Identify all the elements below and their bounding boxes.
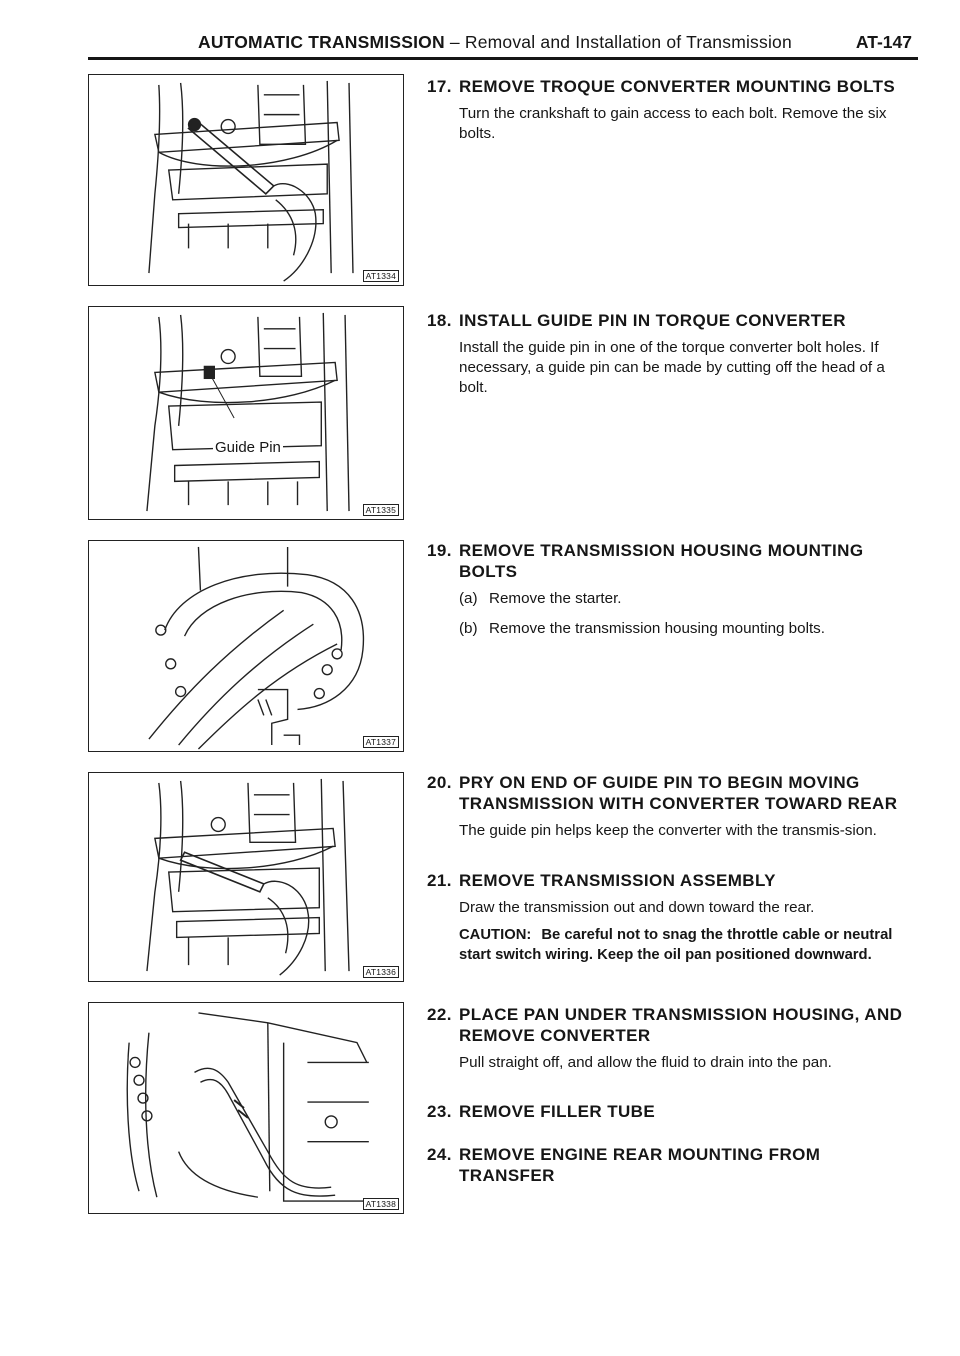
step-number: 19. [427, 541, 452, 560]
caution-label: CAUTION: [459, 927, 532, 943]
figure-id: AT1336 [363, 966, 399, 978]
caution-text: Be careful not to snag the throttle cable or neutral start switch wiring. Keep the oil pan positioned downward. [459, 927, 893, 963]
substep-label: (b) [459, 620, 478, 637]
illustration-housing-bolts [89, 541, 403, 751]
figure-guide-pin [88, 306, 404, 520]
title-bold: AUTOMATIC TRANSMISSION [198, 32, 445, 52]
illustration-pry-guide-pin [89, 773, 403, 981]
figure-pry-guide-pin [88, 772, 404, 982]
step-20 [427, 772, 917, 848]
step-title: REMOVE TRANSMISSION HOUSING MOUNTING BOLTS [459, 541, 864, 581]
step-23 [427, 1101, 917, 1122]
illustration-filler-tube [89, 1003, 403, 1213]
step-title: PLACE PAN UNDER TRANSMISSION HOUSING, AND REMOVE CONVERTER [459, 1005, 903, 1045]
figure-filler-tube [88, 1002, 404, 1214]
illustration-guide-pin [89, 307, 403, 519]
title-rest: – Removal and Installation of Transmission [444, 32, 792, 52]
step-22 [427, 1004, 917, 1080]
step-17 [427, 76, 917, 151]
step-title: INSTALL GUIDE PIN IN TORQUE CONVERTER [459, 311, 846, 330]
step-text: Turn the crankshaft to gain access to each bolt. Remove the six bolts. [459, 105, 887, 142]
illustration-wrench-on-bolt [89, 75, 403, 285]
substep-b [459, 619, 917, 639]
step-number: 23. [427, 1102, 452, 1121]
substep-a [459, 589, 917, 609]
step-title: REMOVE FILLER TUBE [459, 1102, 656, 1121]
step-title: REMOVE TROQUE CONVERTER MOUNTING BOLTS [459, 77, 896, 96]
step-title: REMOVE TRANSMISSION ASSEMBLY [459, 871, 776, 890]
figure-id: AT1338 [363, 1198, 399, 1210]
header-rule [88, 57, 918, 60]
substep-label: (a) [459, 590, 478, 607]
figure-id: AT1335 [363, 504, 399, 516]
step-text: The guide pin helps keep the converter with the transmis-sion. [459, 822, 877, 839]
substep-text: Remove the starter. [489, 590, 622, 607]
figure-id: AT1334 [363, 270, 399, 282]
step-number: 20. [427, 773, 452, 792]
page-number: AT-147 [855, 32, 912, 52]
step-text: Install the guide pin in one of the torque converter bolt holes. If necessary, a guide pin can be made by cutting off the head of a bolt. [459, 339, 885, 396]
figure-remove-converter-bolts [88, 74, 404, 286]
step-number: 24. [427, 1145, 452, 1164]
figure-id: AT1337 [363, 736, 399, 748]
step-title: PRY ON END OF GUIDE PIN TO BEGIN MOVING TRANSMISSION WITH CONVERTER TOWARD REAR [459, 773, 898, 813]
page-title [198, 32, 792, 53]
substep-text: Remove the transmission housing mounting bolts. [489, 620, 825, 637]
step-text: Pull straight off, and allow the fluid to drain into the pan. [459, 1054, 832, 1071]
step-24 [427, 1144, 917, 1186]
step-title: REMOVE ENGINE REAR MOUNTING FROM TRANSFER [459, 1145, 821, 1185]
step-18 [427, 310, 917, 405]
step-19 [427, 540, 917, 649]
step-number: 22. [427, 1005, 452, 1024]
guide-pin-label: Guide Pin [215, 439, 281, 456]
page-header [88, 26, 918, 56]
caution-note [459, 925, 917, 965]
step-number: 17. [427, 77, 452, 96]
step-21 [427, 870, 917, 972]
step-number: 21. [427, 871, 452, 890]
step-number: 18. [427, 311, 452, 330]
figure-housing-bolts [88, 540, 404, 752]
step-text: Draw the transmission out and down toward the rear. [459, 899, 815, 916]
